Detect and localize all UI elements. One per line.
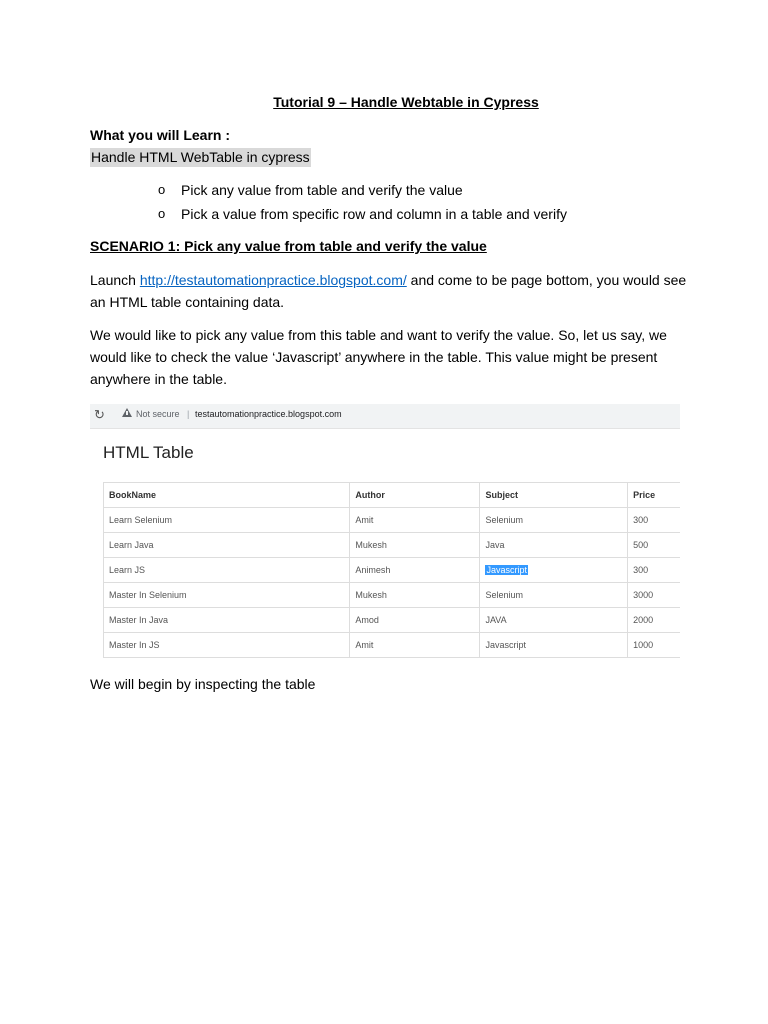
cell-price: 300 bbox=[628, 508, 680, 533]
learn-bullet-list bbox=[158, 180, 567, 228]
cell-bookname: Master In Selenium bbox=[104, 583, 350, 608]
page-title: Tutorial 9 – Handle Webtable in Cypress bbox=[273, 94, 539, 110]
launch-text: Launch bbox=[90, 272, 140, 288]
cell-price: 2000 bbox=[628, 608, 680, 633]
cell-price: 3000 bbox=[628, 583, 680, 608]
closing-paragraph: We will begin by inspecting the table bbox=[90, 676, 316, 692]
table-row bbox=[104, 608, 681, 633]
table-row bbox=[104, 558, 681, 583]
cell-author: Animesh bbox=[350, 558, 480, 583]
list-item bbox=[158, 204, 567, 228]
address-url: testautomationpractice.blogspot.com bbox=[195, 409, 342, 419]
cell-bookname: Learn Selenium bbox=[104, 508, 350, 533]
table-row bbox=[104, 633, 681, 658]
cell-bookname: Master In JS bbox=[104, 633, 350, 658]
cell-price: 1000 bbox=[628, 633, 680, 658]
practice-site-link[interactable]: http://testautomationpractice.blogspot.com/ bbox=[139, 272, 407, 288]
cell-author: Amit bbox=[350, 508, 480, 533]
cell-bookname: Learn JS bbox=[104, 558, 350, 583]
cell-author: Amit bbox=[350, 633, 480, 658]
cell-price: 500 bbox=[628, 533, 680, 558]
bullet-text: Pick any value from table and verify the value bbox=[181, 182, 463, 198]
bullet-text: Pick a value from specific row and column in a table and verify bbox=[181, 206, 567, 222]
cell-author: Mukesh bbox=[350, 583, 480, 608]
cell-subject-highlighted bbox=[480, 558, 628, 583]
cell-bookname: Learn Java bbox=[104, 533, 350, 558]
header-author: Author bbox=[350, 483, 480, 508]
bullet-icon: o bbox=[158, 182, 166, 197]
address-bar bbox=[90, 404, 680, 429]
table-row bbox=[104, 533, 681, 558]
launch-paragraph bbox=[90, 269, 690, 313]
cell-price: 300 bbox=[628, 558, 680, 583]
cell-bookname: Master In Java bbox=[104, 608, 350, 633]
cell-subject: JAVA bbox=[480, 608, 628, 633]
cell-subject: Selenium bbox=[480, 583, 628, 608]
header-subject: Subject bbox=[480, 483, 628, 508]
cell-subject: Java bbox=[480, 533, 628, 558]
learn-subtitle: Handle HTML WebTable in cypress bbox=[91, 149, 310, 165]
books-table bbox=[103, 482, 680, 658]
cell-subject: Javascript bbox=[480, 633, 628, 658]
learn-heading: What you will Learn : bbox=[90, 127, 231, 143]
header-bookname: BookName bbox=[104, 483, 350, 508]
reload-icon: ↻ bbox=[94, 407, 105, 422]
table-row bbox=[104, 583, 681, 608]
list-item bbox=[158, 180, 567, 204]
selected-javascript-text: Javascript bbox=[486, 565, 527, 575]
table-header-row bbox=[104, 483, 681, 508]
verify-paragraph: We would like to pick any value from this table and want to verify the value. So, let us say, we would like to check the value ‘Javascript’ anywhere in the table. This value might be present anywhere in the table. bbox=[90, 327, 667, 387]
bullet-icon: o bbox=[158, 206, 166, 221]
cell-subject: Selenium bbox=[480, 508, 628, 533]
table-row bbox=[104, 508, 681, 533]
cell-author: Mukesh bbox=[350, 533, 480, 558]
header-price: Price bbox=[628, 483, 680, 508]
launch-text-rest: and come to be page bottom, you would see an HTML table containing data. bbox=[90, 272, 687, 310]
scenario-heading: SCENARIO 1: Pick any value from table and verify the value bbox=[90, 238, 487, 254]
address-separator: | bbox=[187, 409, 190, 419]
not-secure-label: Not secure bbox=[136, 409, 180, 419]
embedded-browser-screenshot bbox=[90, 404, 680, 662]
table-title: HTML Table bbox=[103, 443, 194, 462]
cell-author: Amod bbox=[350, 608, 480, 633]
